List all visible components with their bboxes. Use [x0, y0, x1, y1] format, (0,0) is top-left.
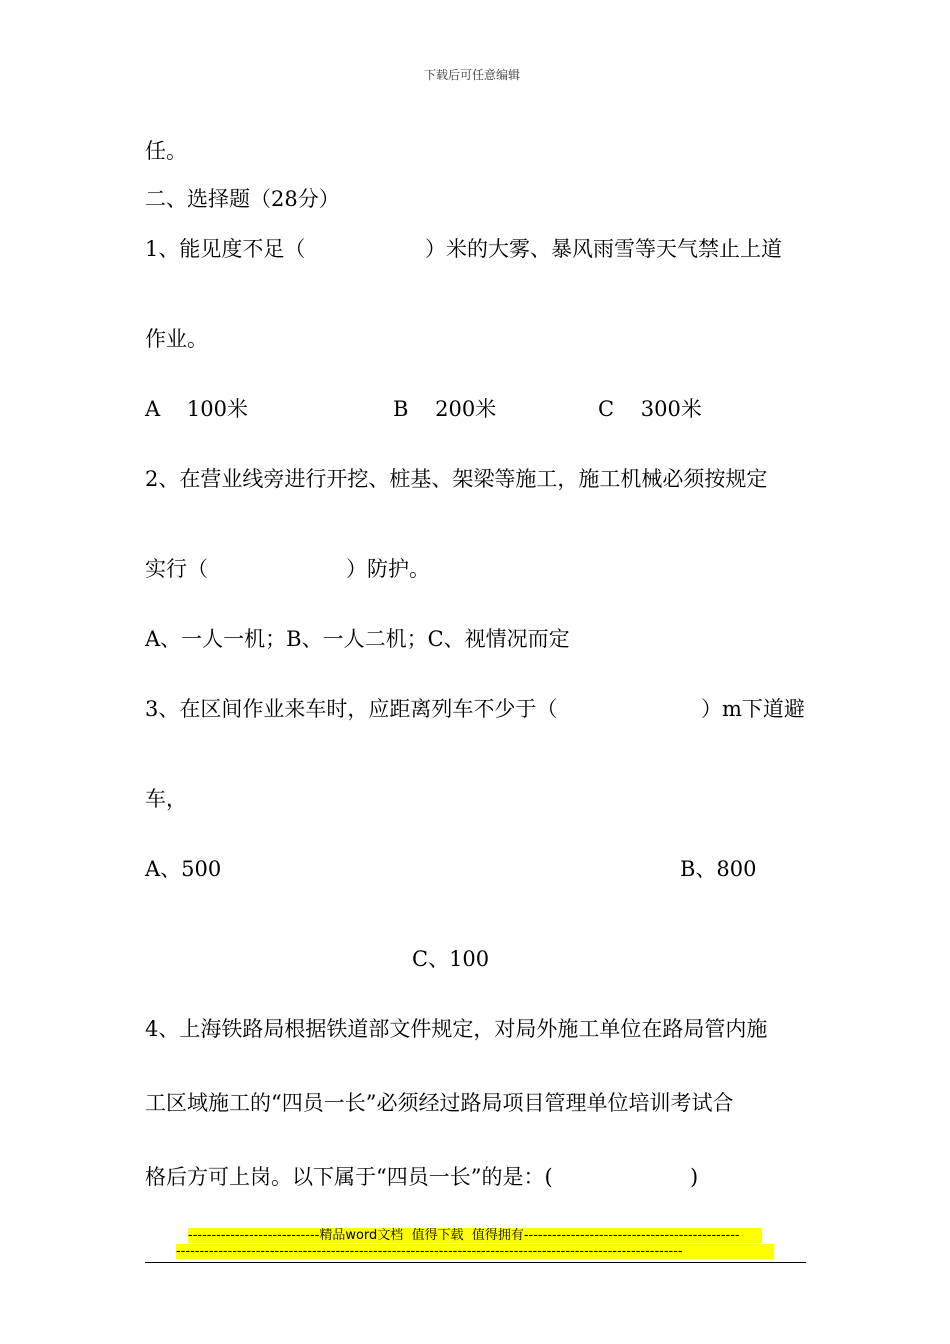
question-3-pre: 3、在区间作业来车时，应距离列车不少于（: [145, 697, 558, 721]
question-3-post: ）m下道避: [701, 697, 805, 721]
question-1-continuation: 作业。: [145, 327, 208, 351]
question-4-line-2: 工区域施工的“四员一长”必须经过路局项目管理单位培训考试合: [145, 1091, 734, 1115]
question-1-pre: 1、能见度不足（: [145, 237, 306, 261]
text-line-ren: 任。: [145, 139, 187, 163]
question-2-post: ）防护。: [346, 557, 430, 581]
footer-banner-line-1: ----------------------------精品word文档 值得下载 值得拥有----------------------------------------------: [188, 1228, 762, 1243]
question-3-option-a: A、500: [145, 857, 222, 881]
question-3-option-c: C、100: [412, 947, 490, 971]
question-2: 2、在营业线旁进行开挖、桩基、架梁等施工，施工机械必须按规定: [145, 467, 768, 491]
page-header: 下载后可任意编辑: [424, 68, 521, 82]
question-1-option-b: B 200米: [393, 397, 497, 421]
question-3-continuation: 车，: [145, 787, 187, 811]
question-4-post: ): [690, 1165, 699, 1189]
footer-rule: [145, 1262, 806, 1263]
question-1-post: ）米的大雾、暴风雨雪等天气禁止上道: [425, 237, 782, 261]
section-heading: 二、选择题（28分）: [145, 187, 340, 211]
question-4-line-1: 4、上海铁路局根据铁道部文件规定，对局外施工单位在路局管内施: [145, 1017, 768, 1041]
footer-banner-line-2: ------------------------------------------------------------------------------------------------------------: [176, 1244, 774, 1259]
question-4-pre: 格后方可上岗。以下属于“四员一长”的是：(: [145, 1165, 553, 1189]
question-3-option-b: B、800: [680, 857, 757, 881]
question-2-options: A、一人一机；B、一人二机；C、视情况而定: [145, 627, 570, 651]
question-2-pre: 实行（: [145, 557, 208, 581]
question-1-option-a: A 100米: [145, 397, 248, 421]
question-1-option-c: C 300米: [598, 397, 702, 421]
